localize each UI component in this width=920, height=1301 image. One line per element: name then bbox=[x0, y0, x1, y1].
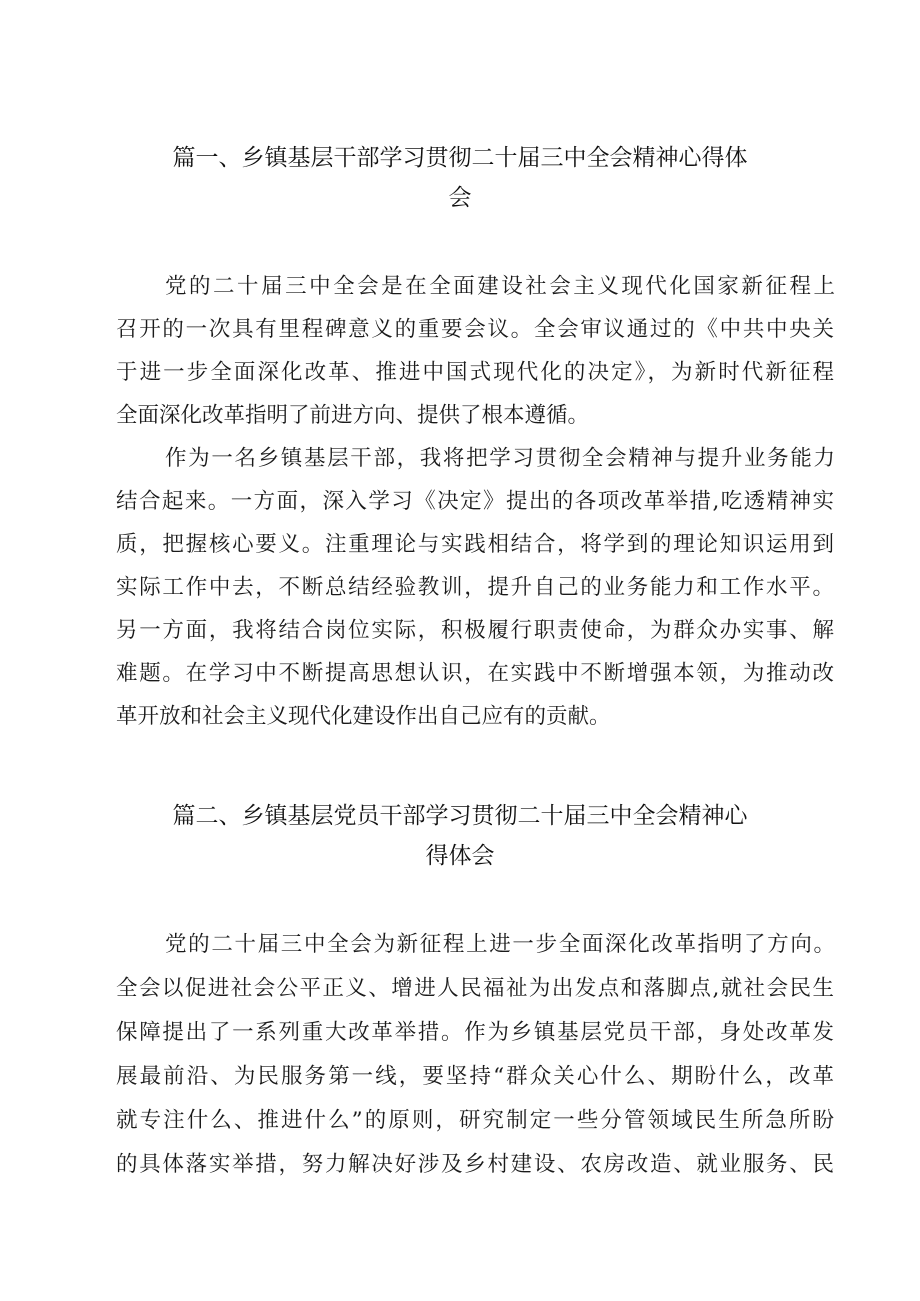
paragraph-line: 作为一名乡镇基层干部，我将把学习贯彻全会精神与提升业务能力 bbox=[165, 446, 835, 471]
paragraph-line: 党的二十届三中全会是在全面建设社会主义现代化国家新征程上 bbox=[165, 274, 835, 299]
paragraph-line: 结合起来。一方面，深入学习《决定》提出的各项改革举措,吃透精神实 bbox=[116, 489, 834, 514]
section-title-1-line-1: 篇一、乡镇基层干部学习贯彻二十届三中全会精神心得体 bbox=[172, 145, 748, 171]
section-title-1 bbox=[0, 138, 920, 218]
paragraph-line: 难题。在学习中不断提高思想认识，在实践中不断增强本领，为推动改 bbox=[116, 661, 834, 686]
paragraph-line: 召开的一次具有里程碑意义的重要会议。全会审议通过的《中共中央关 bbox=[116, 317, 834, 342]
paragraph-line: 保障提出了一系列重大改革举措。作为乡镇基层党员干部，身处改革发 bbox=[116, 1020, 834, 1045]
paragraph-line: 的具体落实举措，努力解决好涉及乡村建设、农房改造、就业服务、民 bbox=[116, 1152, 834, 1177]
paragraph-line: 展最前沿、为民服务第一线，要坚持“群众关心什么、期盼什么，改革 bbox=[116, 1064, 834, 1089]
paragraph-line: 就专注什么、推进什么”的原则，研究制定一些分管领域民生所急所盼 bbox=[116, 1108, 834, 1133]
paragraph-line: 于进一步全面深化改革、推进中国式现代化的决定》，为新时代新征程 bbox=[116, 360, 834, 385]
paragraph-line: 另一方面，我将结合岗位实际，积极履行职责使命，为群众办实事、解 bbox=[116, 618, 834, 643]
section-title-2-line-1: 篇二、乡镇基层党员干部学习贯彻二十届三中全会精神心 bbox=[172, 803, 748, 829]
section-title-2-line-2: 得体会 bbox=[425, 843, 495, 869]
paragraph-line: 全会以促进社会公平正义、增进人民福祉为出发点和落脚点,就社会民生 bbox=[116, 976, 834, 1001]
paragraph-line: 质，把握核心要义。注重理论与实践相结合，将学到的理论知识运用到 bbox=[116, 532, 834, 557]
paragraph-line: 实际工作中去，不断总结经验教训，提升自己的业务能力和工作水平。 bbox=[116, 575, 834, 600]
paragraph-line: 革开放和社会主义现代化建设作出自己应有的贡献。 bbox=[116, 704, 611, 729]
section-title-2 bbox=[0, 796, 920, 876]
paragraph-line: 党的二十届三中全会为新征程上进一步全面深化改革指明了方向。 bbox=[165, 932, 835, 957]
section-title-1-line-2: 会 bbox=[448, 185, 472, 211]
paragraph-line: 全面深化改革指明了前进方向、提供了根本遵循。 bbox=[116, 403, 590, 428]
